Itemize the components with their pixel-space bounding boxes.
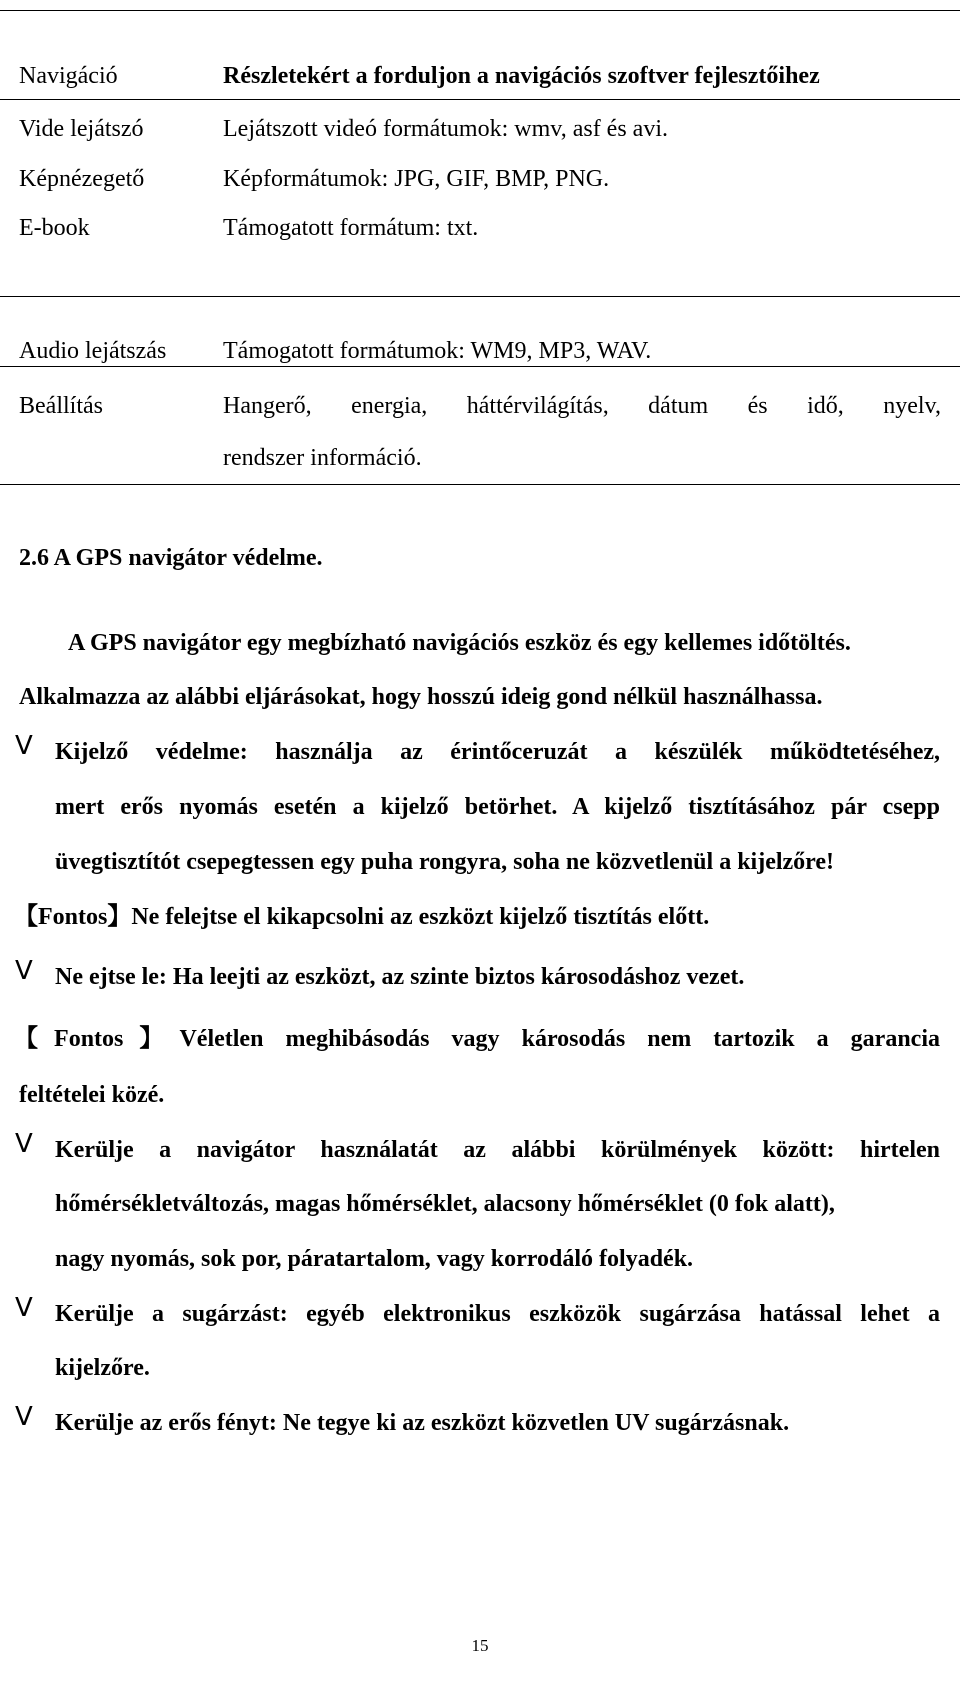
spec-label: Audio lejátszás <box>19 338 167 364</box>
section-heading: 2.6 A GPS navigátor védelme. <box>19 545 323 571</box>
item2-line: Ne ejtse le: Ha leejti az eszközt, az szinte biztos károsodáshoz vezet. <box>55 964 745 990</box>
item3-line-2: hőmérsékletváltozás, magas hőmérséklet, alacsony hőmérséklet (0 fok alatt), <box>55 1191 835 1217</box>
important-note-1: 【Fontos】Ne felejtse el kikapcsolni az eszközt kijelző tisztítás előtt. <box>14 904 710 930</box>
item3-line-1: Kerülje a navigátor használatát az alábbi körülmények között: hirtelen <box>55 1137 940 1163</box>
spec-label: Képnézegető <box>19 166 145 192</box>
spec-label: E-book <box>19 215 90 241</box>
spec-label: Vide lejátszó <box>19 116 144 142</box>
table2-bottom-rule <box>0 484 960 485</box>
item5-line: Kerülje az erős fényt: Ne tegye ki az eszközt közvetlen UV sugárzásnak. <box>55 1410 790 1436</box>
intro-line-1: A GPS navigátor egy megbízható navigációs eszköz és egy kellemes időtöltés. <box>68 630 851 656</box>
spec-value: Támogatott formátumok: WM9, MP3, WAV. <box>223 338 652 364</box>
spec-label: Beállítás <box>19 393 103 419</box>
item1-line-1: Kijelző védelme: használja az érintőceruzát a készülék működtetéséhez, <box>55 739 940 765</box>
item4-line-1: Kerülje a sugárzást: egyéb elektronikus eszközök sugárzása hatással lehet a <box>55 1301 940 1327</box>
intro-line-2: Alkalmazza az alábbi eljárásokat, hogy hosszú ideig gond nélkül használhassa. <box>19 684 823 710</box>
spec-value: Támogatott formátum: txt. <box>223 215 479 241</box>
table2-row-rule <box>0 366 960 367</box>
check-mark-icon: V <box>15 1129 33 1159</box>
check-mark-icon: V <box>15 731 33 761</box>
check-mark-icon: V <box>15 1402 33 1432</box>
page-number: 15 <box>471 1636 489 1655</box>
spec-label: Navigáció <box>19 63 118 89</box>
spec-value: Hangerő, energia, háttérvilágítás, dátum és idő, nyelv, <box>223 393 941 419</box>
item1-line-3: üvegtisztítót csepegtessen egy puha rongyra, soha ne közvetlenül a kijelzőre! <box>55 849 835 875</box>
check-mark-icon: V <box>15 956 33 986</box>
table2-top-rule <box>0 296 960 297</box>
important-note-2-line-1: 【Fontos】Véletlen meghibásodás vagy károsodás nem tartozik a garancia <box>14 1026 940 1052</box>
important-note-2-line-2: feltételei közé. <box>19 1082 165 1108</box>
item3-line-3: nagy nyomás, sok por, páratartalom, vagy korrodáló folyadék. <box>55 1246 694 1272</box>
spec-value: Képformátumok: JPG, GIF, BMP, PNG. <box>223 166 610 192</box>
spec-value: Részletekért a forduljon a navigációs szoftver fejlesztőihez <box>223 63 820 89</box>
item1-line-2: mert erős nyomás esetén a kijelző betörhet. A kijelző tisztításához pár csepp <box>55 794 940 820</box>
spec-value: Lejátszott videó formátumok: wmv, asf és avi. <box>223 116 668 142</box>
check-mark-icon: V <box>15 1293 33 1323</box>
item4-line-2: kijelzőre. <box>55 1355 150 1381</box>
spec-value-continued: rendszer információ. <box>223 445 422 471</box>
table1-top-rule <box>0 10 960 11</box>
table1-row-rule <box>0 99 960 100</box>
